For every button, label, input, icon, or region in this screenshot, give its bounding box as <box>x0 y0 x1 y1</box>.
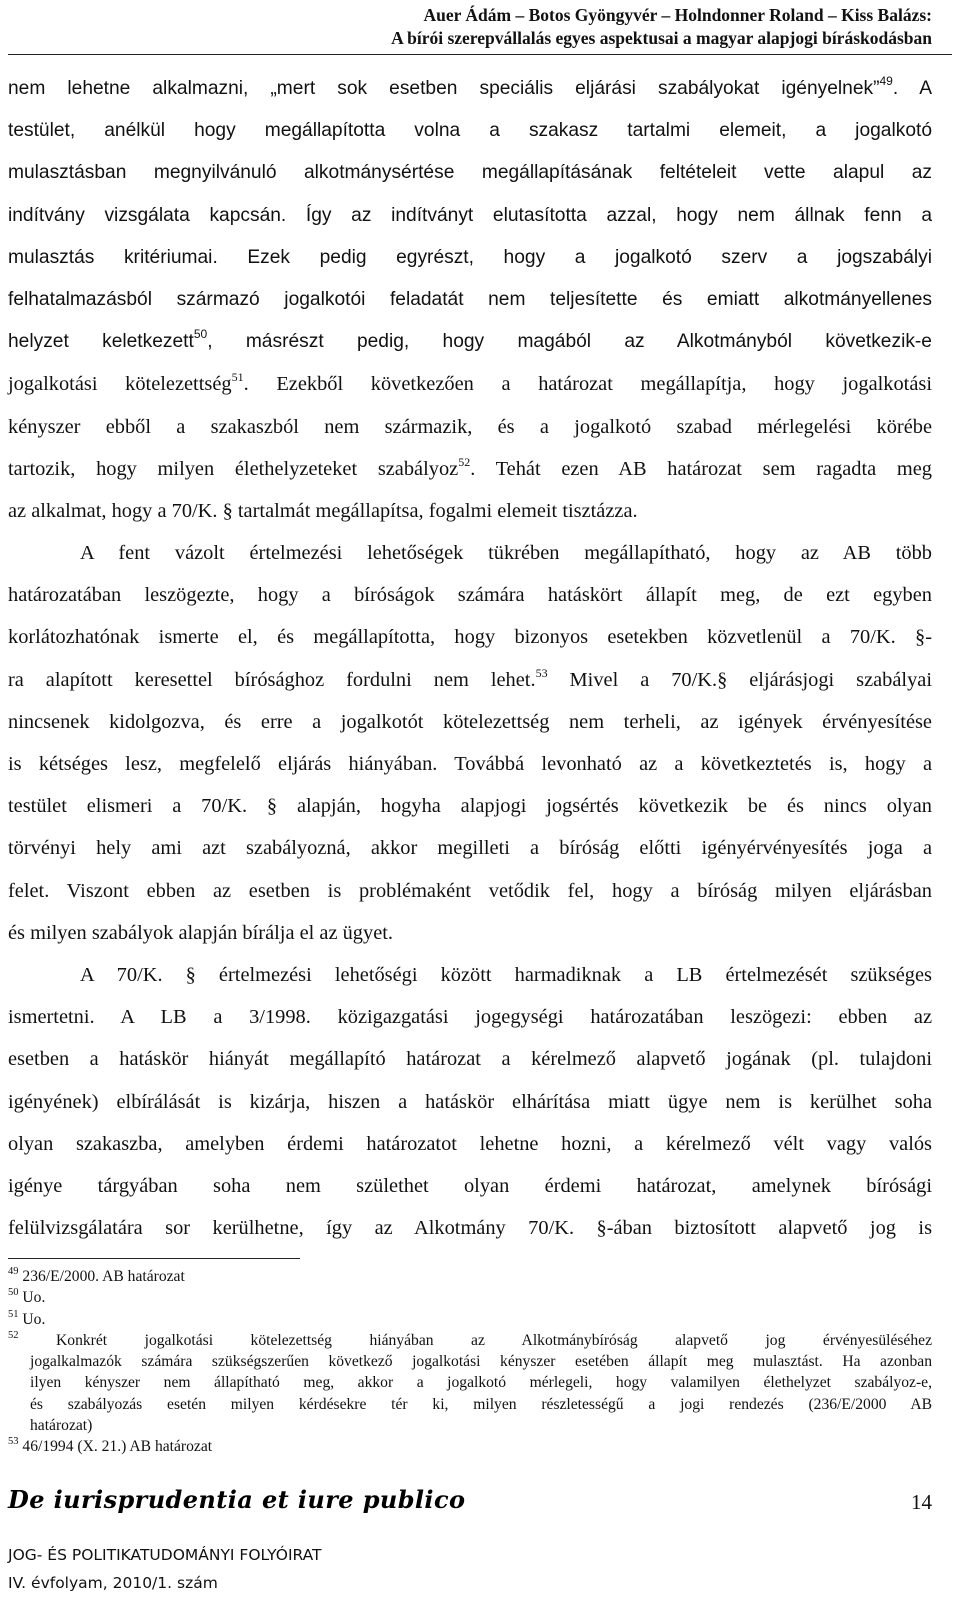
page-number: 14 <box>911 1490 932 1514</box>
body-line: határozatában leszögezte, hogy a bíróságok számára hatáskört állapít meg, de ezt egyben <box>8 584 932 607</box>
body-line: indítvány vizsgálata kapcsán. Így az indítványt elutasította azzal, hogy nem állnak fenn a <box>8 204 932 226</box>
footnote-52-cont: ilyen kényszer nem állapítható meg, akkor a jogalkotó mérlegeli, hogy valamilyen élethelyzet szabályoz-e, <box>30 1374 932 1392</box>
footnote-ref-49[interactable]: 49 <box>879 74 893 88</box>
journal-title: De iurisprudentia et iure publico <box>8 1485 466 1514</box>
header-title: A bírói szerepvállalás egyes aspektusai a magyar alapjogi bíráskodásban <box>391 28 932 48</box>
body-line: helyzet keletkezett$^{50}$, másrészt pedig, hogy magából az Alkotmányból következik-e <box>8 327 932 353</box>
footnote-53: $^{53}$ 46/1994 (X. 21.) AB határozat <box>8 1436 213 1456</box>
running-header <box>391 4 932 50</box>
body-line: testület elismeri a 70/K. § alapján, hogyha alapjogi jogsértés következik be és nincs olyan <box>8 795 932 818</box>
body-line: tartozik, hogy milyen élethelyzeteket szabályoz$^{52}$. Tehát ezen AB határozat sem ragadta meg <box>8 454 932 480</box>
body-line: mulasztás kritériumai. Ezek pedig egyrészt, hogy a jogalkotó szerv a jogszabályi <box>8 246 932 268</box>
footnote-divider <box>8 1258 300 1259</box>
footnote-52-cont: határozat) <box>30 1417 93 1435</box>
body-line: törvényi hely ami azt szabályozná, akkor megilleti a bíróság előtti igényérvényesítés joga a <box>8 837 932 860</box>
footnote-49: $^{49}$ 236/E/2000. AB határozat <box>8 1266 185 1285</box>
body-line: igényének) elbírálását is kizárja, hiszen a hatáskör elhárítása miatt ügye nem is kerülhet soha <box>8 1090 932 1113</box>
footnote-52: $^{52}$ Konkrét jogalkotási kötelezettség hiányában az Alkotmánybíróság alapvető jog érvényesüléséhez <box>8 1329 932 1349</box>
body-line: felet. Viszont ebben az esetben is problémaként vetődik fel, hogy a bíróság milyen eljárásban <box>8 879 932 902</box>
footnote-52-cont: és szabályozás esetén milyen kérdésekre tér ki, milyen részletességű a jogi rendezés (236/E/2000 AB <box>30 1395 932 1413</box>
footnotes <box>8 1266 932 1458</box>
body-line: ra alapított keresettel bírósághoz fordulni nem lehet.$^{53}$ Mivel a 70/K.§ eljárásjogi szabályai <box>8 665 932 691</box>
body-line: felhatalmazásból származó jogalkotói feladatát nem teljesítette és emiatt alkotmányellenes <box>8 288 932 310</box>
body-line: nem lehetne alkalmazni, „mert sok esetben speciális eljárási szabályokat igényelnek”$^{49}$. A <box>8 74 932 99</box>
footnote-ref-50[interactable]: 50 <box>193 327 208 342</box>
body-line: az alkalmat, hogy a 70/K. § tartalmát megállapítsa, fogalmi elemeit tisztázza. <box>8 499 638 522</box>
body-line: és milyen szabályok alapján bírálja el az ügyet. <box>8 921 394 944</box>
journal-issue: IV. évfolyam, 2010/1. szám <box>8 1574 218 1592</box>
body-line: nincsenek kidolgozva, és erre a jogalkotót kötelezettség nem terheli, az igények érvényesítése <box>8 710 932 733</box>
footnote-50: $^{50}$ Uo. <box>8 1287 46 1307</box>
body-line: is kétséges lesz, megfelelő eljárás hiányában. Továbbá levonható az a következtetés is, hogy a <box>8 753 932 775</box>
footnote-52-cont: jogalkalmazók számára szükségszerűen következő jogalkotási kényszer esetében állapít meg mulasztást. Ha azonban <box>30 1353 932 1371</box>
body-line: korlátozhatónak ismerte el, és megállapította, hogy bizonyos esetekben közvetlenül a 70/K. §- <box>8 626 932 649</box>
paragraph-start: A 70/K. § értelmezési lehetőségi között harmadiknak a LB értelmezését szükséges <box>80 963 932 986</box>
paragraph-start: A fent vázolt értelmezési lehetőségek tükrében megállapítható, hogy az AB több <box>80 542 932 565</box>
body-line: kényszer ebből a szakaszból nem származik, és a jogalkotó szabad mérlegelési körébe <box>8 415 932 438</box>
body-line: esetben a hatáskör hiányát megállapító határozat a kérelmező alapvető jogának (pl. tulajdoni <box>8 1048 932 1071</box>
journal-subtitle: JOG- ÉS POLITIKATUDOMÁNYI FOLYÓIRAT <box>8 1546 322 1564</box>
body-line: jogalkotási kötelezettség$^{51}$. Ezekből következően a határozat megállapítja, hogy jogalkotási <box>8 370 932 396</box>
footnote-ref-53[interactable]: 53 <box>535 665 548 680</box>
footnote-51: $^{51}$ Uo. <box>8 1308 46 1328</box>
body-text <box>8 68 932 1249</box>
body-line: testület, anélkül hogy megállapította volna a szakasz tartalmi elemeit, a jogalkotó <box>8 120 932 142</box>
body-line: mulasztásban megnyilvánuló alkotmánysértése megállapításának feltételeit vette alapul az <box>8 162 932 184</box>
header-authors: Auer Ádám – Botos Gyöngyvér – Holndonner Roland – Kiss Balázs: <box>423 5 932 25</box>
body-line: felülvizsgálatára sor kerülhetne, így az Alkotmány 70/K. §-ában biztosított alapvető jog is <box>8 1217 932 1240</box>
body-line: ismertetni. A LB a 3/1998. közigazgatási jogegységi határozatában leszögezi: ebben az <box>8 1006 932 1029</box>
header-divider <box>8 54 952 55</box>
body-line: olyan szakaszba, amelyben érdemi határozatot lehetne hozni, a kérelmező vélt vagy valós <box>8 1132 932 1155</box>
footnote-ref-52[interactable]: 52 <box>458 454 471 469</box>
footnote-ref-51[interactable]: 51 <box>231 370 244 385</box>
body-line: igénye tárgyában soha nem születhet olyan érdemi határozat, amelynek bírósági <box>8 1174 932 1197</box>
